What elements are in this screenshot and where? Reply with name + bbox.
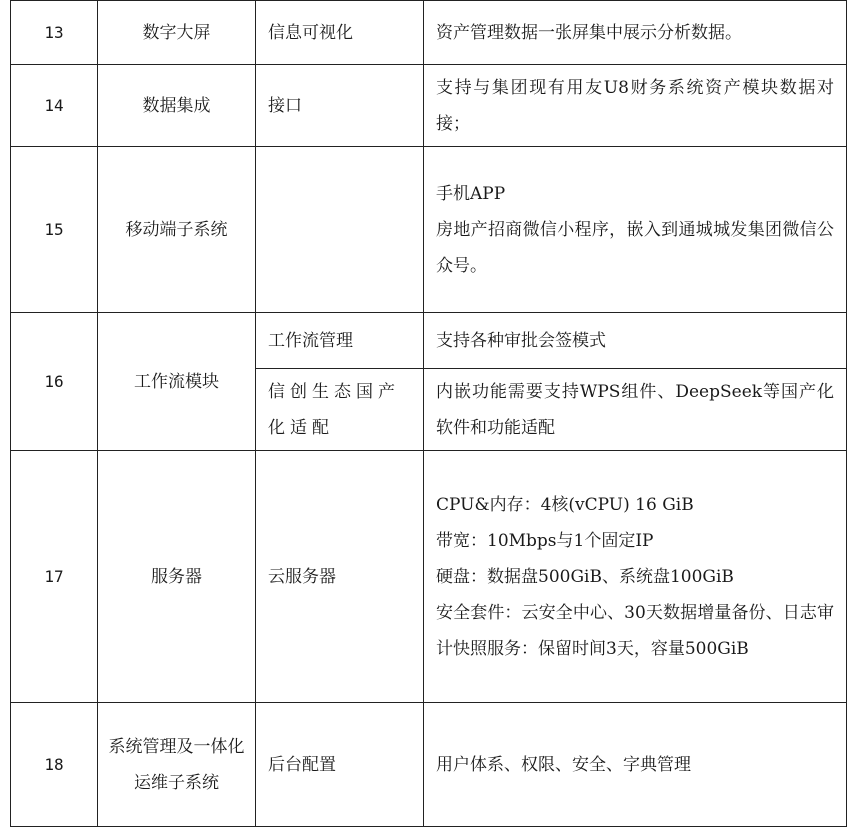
module-name: 数据集成	[98, 65, 256, 147]
module-name: 服务器	[98, 451, 256, 703]
description	[424, 313, 847, 369]
description-line: 房地产招商微信小程序，嵌入到通城城发集团微信公众号。	[436, 219, 834, 276]
description-line: 内嵌功能需要支持WPS组件、DeepSeek等国产化软件和功能适配	[436, 381, 834, 438]
function-name: 后台配置	[256, 703, 424, 827]
module-name: 数字大屏	[98, 1, 256, 65]
table-row	[11, 147, 847, 313]
row-number: 15	[11, 147, 98, 313]
description-line: 用户体系、权限、安全、字典管理	[436, 754, 691, 775]
description-line: 安全套件：云安全中心、30天数据增量备份、日志审计快照服务：保留时间3天，容量500GiB	[436, 602, 834, 659]
description	[424, 65, 847, 147]
row-number: 17	[11, 451, 98, 703]
module-name: 工作流模块	[98, 313, 256, 451]
table-row	[11, 313, 847, 369]
row-number: 14	[11, 65, 98, 147]
row-number: 16	[11, 313, 98, 451]
function-name: 工作流管理	[256, 313, 424, 369]
description-line: 硬盘：数据盘500GiB、系统盘100GiB	[436, 566, 734, 587]
description-line: 支持各种审批会签模式	[436, 330, 606, 351]
description-line: 支持与集团现有用友U8财务系统资产模块数据对接；	[436, 77, 834, 134]
description-line: 资产管理数据一张屏集中展示分析数据。	[436, 22, 742, 43]
function-name: 信息可视化	[256, 1, 424, 65]
table-row	[11, 451, 847, 703]
spec-table	[10, 0, 847, 827]
module-name: 系统管理及一体化运维子系统	[98, 703, 256, 827]
function-name	[256, 147, 424, 313]
function-name: 信创生态国产化适配	[256, 369, 424, 451]
description	[424, 451, 847, 703]
description	[424, 369, 847, 451]
table-row	[11, 65, 847, 147]
function-name: 接口	[256, 65, 424, 147]
description	[424, 1, 847, 65]
table-row	[11, 1, 847, 65]
function-name: 云服务器	[256, 451, 424, 703]
description-line: 手机APP	[436, 183, 506, 204]
module-name: 移动端子系统	[98, 147, 256, 313]
description	[424, 147, 847, 313]
row-number: 18	[11, 703, 98, 827]
description-line: 带宽：10Mbps与1个固定IP	[436, 530, 654, 551]
description	[424, 703, 847, 827]
table-row	[11, 703, 847, 827]
row-number: 13	[11, 1, 98, 65]
description-line: CPU&内存：4核(vCPU) 16 GiB	[436, 494, 694, 515]
